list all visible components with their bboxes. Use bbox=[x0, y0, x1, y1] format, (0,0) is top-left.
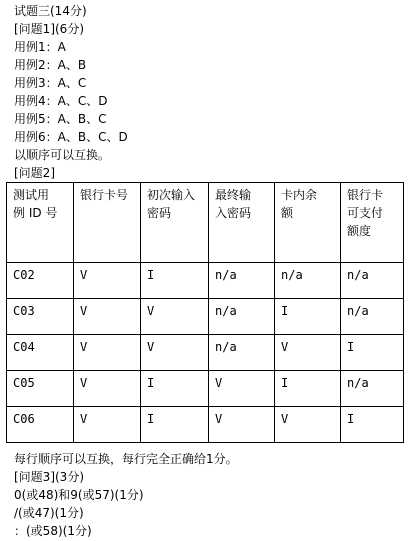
question-3-heading: [问题3](3分) bbox=[14, 470, 84, 484]
table-header-row bbox=[7, 183, 404, 263]
table-cell: V bbox=[74, 335, 141, 371]
table-cell: V bbox=[74, 407, 141, 443]
table-cell: n/a bbox=[341, 263, 404, 299]
table-cell: V bbox=[275, 407, 341, 443]
table-row bbox=[7, 299, 404, 335]
table-cell: C03 bbox=[7, 299, 74, 335]
table-row bbox=[7, 407, 404, 443]
table-cell: n/a bbox=[341, 371, 404, 407]
table-cell: C06 bbox=[7, 407, 74, 443]
header-initial-password: 初次输入 密码 bbox=[141, 183, 209, 263]
table-cell: n/a bbox=[209, 263, 275, 299]
q3-answer-line: /(或47)(1分) bbox=[14, 506, 84, 520]
header-payable-limit: 银行卡 可支付 额度 bbox=[341, 183, 404, 263]
table-cell: I bbox=[275, 371, 341, 407]
table-cell: V bbox=[275, 335, 341, 371]
table-cell: n/a bbox=[341, 299, 404, 335]
table-cell: V bbox=[74, 263, 141, 299]
header-final-password: 最终输 入密码 bbox=[209, 183, 275, 263]
case-line: 用例4：A、C、D bbox=[14, 94, 108, 108]
table-row bbox=[7, 263, 404, 299]
table-cell: V bbox=[141, 335, 209, 371]
case-line: 用例6：A、B、C、D bbox=[14, 130, 128, 144]
table-row bbox=[7, 335, 404, 371]
test-case-table bbox=[6, 182, 404, 443]
table-cell: n/a bbox=[209, 299, 275, 335]
table-cell: I bbox=[275, 299, 341, 335]
table-cell: V bbox=[74, 299, 141, 335]
question-1-note: 以顺序可以互换。 bbox=[14, 148, 111, 162]
table-cell: I bbox=[141, 407, 209, 443]
table-cell: V bbox=[74, 371, 141, 407]
case-line: 用例5：A、B、C bbox=[14, 112, 107, 126]
case-line: 用例3：A、C bbox=[14, 76, 87, 90]
table-cell: V bbox=[209, 407, 275, 443]
header-card-number: 银行卡号 bbox=[74, 183, 141, 263]
table-cell: V bbox=[209, 371, 275, 407]
table-cell: I bbox=[341, 407, 404, 443]
table-cell: n/a bbox=[209, 335, 275, 371]
header-card-balance: 卡内余 额 bbox=[275, 183, 341, 263]
header-test-case-id: 测试用 例 ID 号 bbox=[7, 183, 74, 263]
case-line: 用例2：A、B bbox=[14, 58, 87, 72]
table-cell: I bbox=[141, 263, 209, 299]
table-cell: I bbox=[341, 335, 404, 371]
question-2-heading: [问题2] bbox=[14, 166, 55, 180]
q3-answer-line: ：(或58)(1分) bbox=[14, 524, 92, 538]
table-cell: C05 bbox=[7, 371, 74, 407]
case-line: 用例1：A bbox=[14, 40, 66, 54]
table-cell: V bbox=[141, 299, 209, 335]
table-cell: n/a bbox=[275, 263, 341, 299]
table-cell: C02 bbox=[7, 263, 74, 299]
table-cell: I bbox=[141, 371, 209, 407]
question-2-note: 每行顺序可以互换，每行完全正确给1分。 bbox=[14, 452, 238, 466]
q3-answer-line: 0(或48)和9(或57)(1分) bbox=[14, 488, 144, 502]
section-title: 试题三(14分) bbox=[14, 4, 87, 18]
question-1-heading: [问题1](6分) bbox=[14, 22, 84, 36]
table-cell: C04 bbox=[7, 335, 74, 371]
table-row bbox=[7, 371, 404, 407]
